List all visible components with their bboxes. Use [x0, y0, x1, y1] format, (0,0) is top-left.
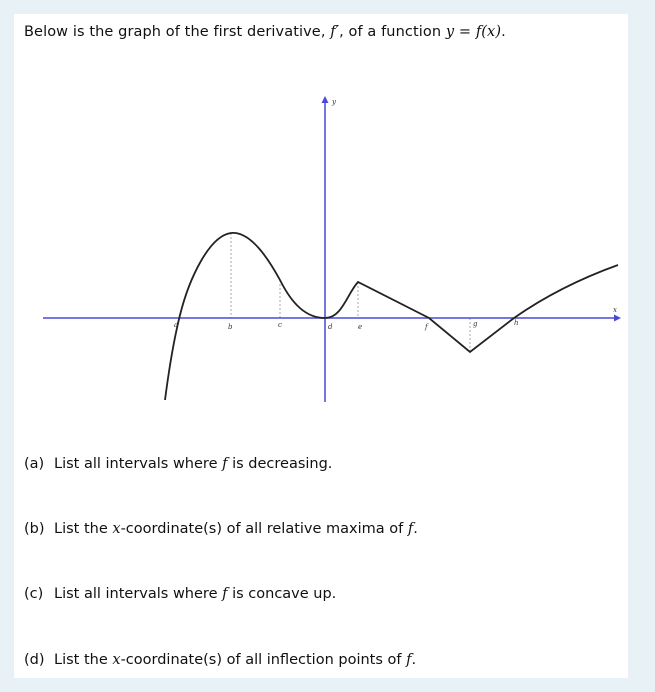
- question-b-text: List the: [54, 521, 108, 537]
- point-label-f: f: [425, 323, 428, 331]
- point-label-a: a: [174, 321, 179, 329]
- question-c-text-end: is concave up.: [232, 586, 337, 602]
- question-b: [24, 521, 418, 537]
- x-axis-label: x: [613, 306, 617, 314]
- derivative-curve: [165, 233, 618, 400]
- point-label-h: h: [514, 319, 519, 327]
- f-prime-symbol: f′: [330, 24, 340, 40]
- question-d-var2: f: [406, 652, 412, 668]
- question-c: [24, 586, 336, 602]
- question-d-var: x: [112, 652, 121, 668]
- question-b-text-end: .: [413, 521, 418, 537]
- intro-end: .: [501, 24, 506, 40]
- question-d-label: (d): [24, 652, 45, 668]
- question-c-var: f: [222, 586, 228, 602]
- question-a-text-end: is decreasing.: [232, 456, 333, 472]
- question-b-text-mid: -coordinate(s) of all relative maxima of: [120, 521, 404, 537]
- question-b-var: x: [112, 521, 121, 537]
- question-a-label: (a): [24, 456, 45, 472]
- x-axis-arrow-icon: [614, 315, 621, 322]
- point-label-c: c: [278, 321, 282, 329]
- point-label-g: g: [473, 320, 478, 328]
- question-a-var: f: [222, 456, 228, 472]
- question-b-var2: f: [407, 521, 414, 537]
- point-label-d: d: [328, 323, 333, 331]
- question-b-label: (b): [24, 521, 45, 537]
- question-d-text: List the: [54, 652, 108, 668]
- point-label-e: e: [358, 323, 363, 331]
- question-a-text: List all intervals where: [54, 456, 218, 472]
- question-d-text-end: .: [411, 652, 417, 668]
- intro-text: Below is the graph of the first derivative,: [24, 24, 326, 40]
- point-label-b: b: [228, 323, 233, 331]
- y-axis-label: y: [332, 98, 336, 106]
- problem-card: [14, 14, 628, 678]
- intro-middle-text: , of a function: [339, 24, 442, 40]
- question-c-text: List all intervals where: [54, 586, 218, 602]
- question-d-text-mid: -coordinate(s) of all inflection points of: [120, 652, 402, 668]
- question-a: [24, 456, 332, 472]
- question-c-label: (c): [24, 586, 44, 602]
- function-equation: y = f(x): [445, 24, 502, 40]
- y-axis-arrow-icon: [322, 96, 329, 103]
- question-d: [24, 652, 416, 668]
- derivative-graph: [14, 14, 628, 678]
